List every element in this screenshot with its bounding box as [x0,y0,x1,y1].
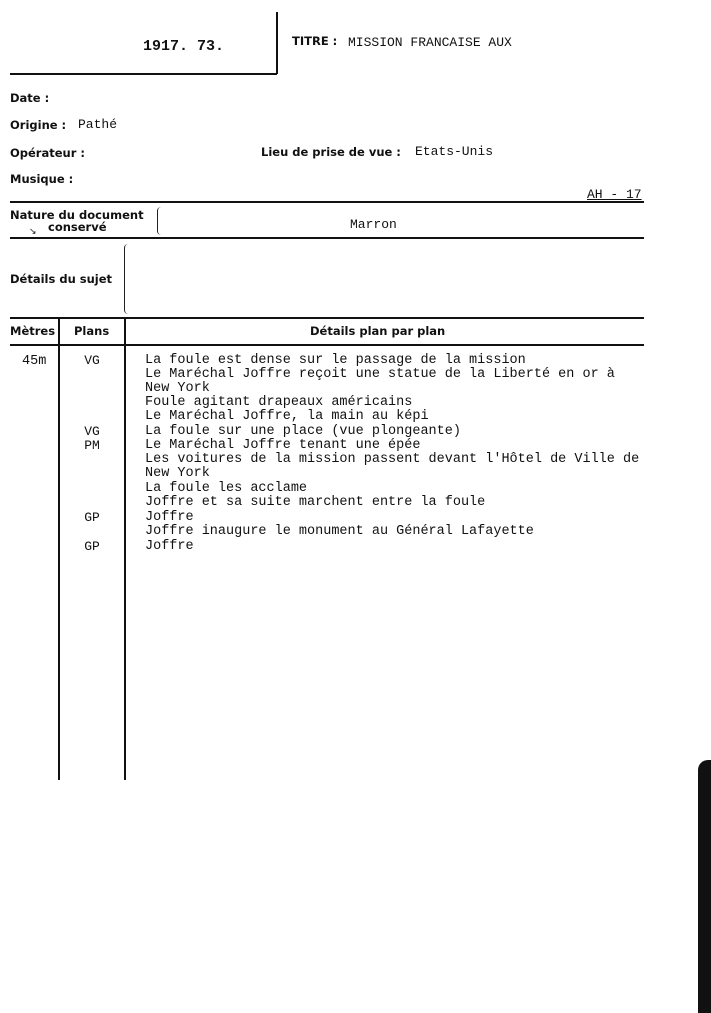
detail-line: New York [145,466,210,481]
detail-line: La foule est dense sur le passage de la mission [145,353,526,368]
col-details-header: Détails plan par plan [310,324,446,338]
detail-line: Le Maréchal Joffre tenant une épée [145,438,421,453]
detail-line: Joffre [145,539,194,554]
date-label: Date : [10,91,50,105]
plan-cell: PM [84,438,100,453]
metres-value: 45m [22,354,47,369]
col-plans-header: Plans [74,324,110,338]
table-header-rule [10,344,644,346]
detail-line: New York [145,381,210,396]
col-metres-header: Mètres [10,324,56,338]
detail-line: Les voitures de la mission passent devant l'Hôtel de Ville de [145,452,640,467]
musique-label: Musique : [10,172,74,186]
rule-3 [10,317,644,319]
nature-value: Marron [350,217,397,232]
details-sujet-label: Détails du sujet [10,272,113,286]
detail-line: La foule les acclame [145,481,308,496]
detail-line: Foule agitant drapeaux américains [145,395,413,410]
document-code: AH - 17 [587,187,642,202]
detail-line: Joffre [145,510,194,525]
plan-cell: GP [84,510,100,525]
col-divider-2 [124,318,126,780]
plan-cell: GP [84,539,100,554]
arrow-icon: ↘ [29,226,37,236]
details-sujet-brace [124,244,129,314]
detail-line: Joffre inaugure le monument au Général Lafayette [145,524,534,539]
nature-brace [157,207,162,235]
rule-1 [10,201,644,203]
detail-line: Le Maréchal Joffre, la main au képi [145,409,429,424]
plan-cell: VG [84,353,100,368]
origine-label: Origine : [10,118,67,132]
detail-line: Le Maréchal Joffre reçoit une statue de la Liberté en or à [145,367,615,382]
nature-label-line1: Nature du document [10,208,144,222]
titre-label: TITRE : [292,34,338,48]
nature-label-line2: conservé [48,220,107,234]
rule-2 [10,237,644,239]
page-edge-shadow [698,760,711,1013]
header-underline [10,73,277,75]
titre-value: MISSION FRANCAISE AUX [348,35,512,50]
lieu-label: Lieu de prise de vue : [261,145,401,159]
detail-line: La foule sur une place (vue plongeante) [145,424,461,439]
operateur-label: Opérateur : [10,146,85,160]
plan-cell: VG [84,424,100,439]
reference-number: 1917. 73. [143,38,225,55]
detail-line: Joffre et sa suite marchent entre la foule [145,495,486,510]
lieu-value: Etats-Unis [415,144,494,159]
origine-value: Pathé [78,117,118,132]
header-divider [276,12,278,74]
